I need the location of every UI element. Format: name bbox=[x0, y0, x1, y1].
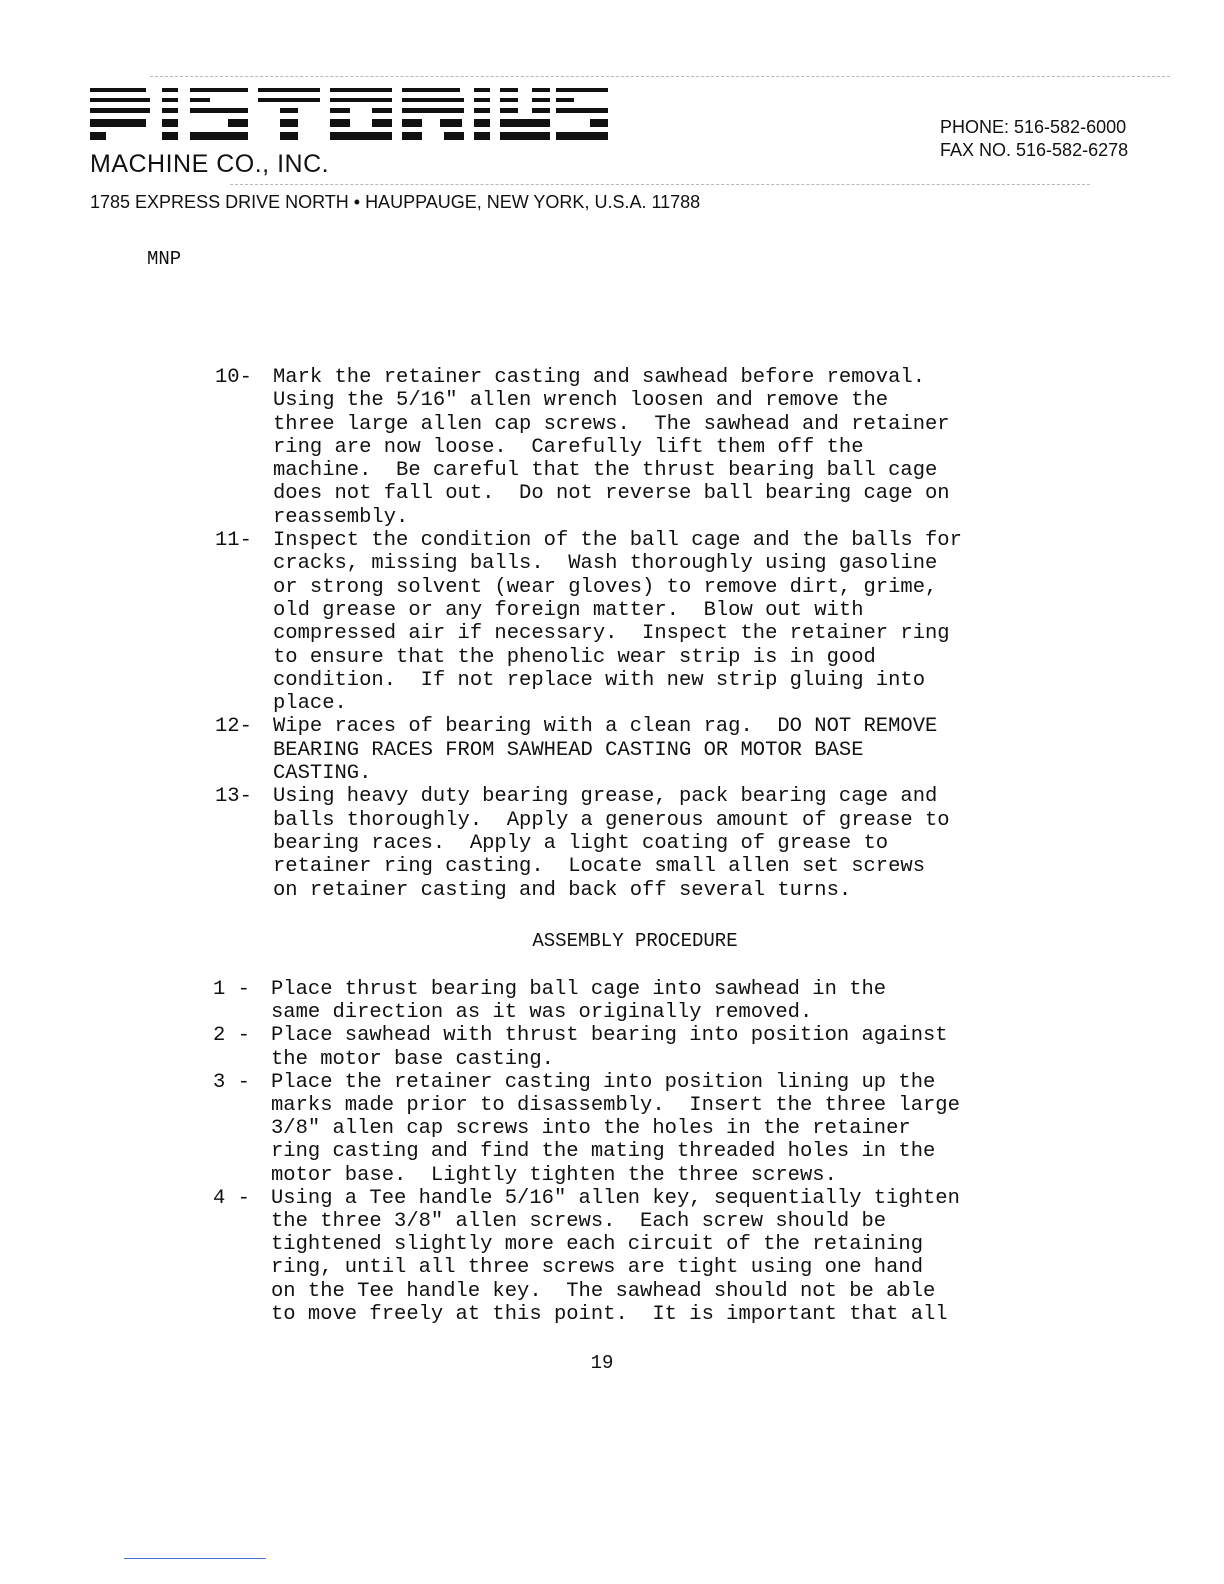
step-line: BEARING RACES FROM SAWHEAD CASTING OR MOTOR BASE bbox=[273, 738, 864, 762]
phone-number: PHONE: 516-582-6000 bbox=[940, 117, 1127, 137]
step-line: place. bbox=[273, 692, 347, 716]
step-text bbox=[273, 529, 1095, 715]
step-line: ring casting and find the mating threaded holes in the bbox=[271, 1140, 936, 1164]
step-line: the motor base casting. bbox=[271, 1047, 554, 1071]
step-line: same direction as it was originally removed. bbox=[271, 1001, 813, 1025]
step-text bbox=[271, 1187, 1093, 1326]
scan-artifact-top bbox=[150, 76, 1170, 77]
step-text bbox=[273, 366, 1095, 529]
step-item bbox=[213, 978, 1093, 1024]
step-line: on retainer casting and back off several turns. bbox=[273, 878, 852, 902]
pistorius-logo-graphic bbox=[90, 88, 608, 140]
step-line: Using a Tee handle 5/16" allen key, sequentially tighten bbox=[271, 1186, 960, 1210]
assembly-steps bbox=[213, 978, 1093, 1326]
step-item bbox=[213, 1071, 1093, 1187]
step-text bbox=[273, 715, 1095, 785]
step-line: cracks, missing balls. Wash thoroughly using gasoline bbox=[273, 552, 938, 576]
step-text bbox=[271, 1071, 1093, 1187]
page-number: 19 bbox=[590, 1352, 614, 1374]
contact-block bbox=[940, 116, 1128, 162]
step-line: or strong solvent (wear gloves) to remove dirt, grime, bbox=[273, 575, 938, 599]
step-line: three large allen cap screws. The sawhead and retainer bbox=[273, 412, 950, 436]
step-line: Place thrust bearing ball cage into sawhead in the bbox=[271, 978, 887, 1001]
step-line: old grease or any foreign matter. Blow out with bbox=[273, 598, 864, 622]
step-item bbox=[213, 1024, 1093, 1070]
step-number: 13- bbox=[215, 785, 252, 809]
step-line: CASTING. bbox=[273, 762, 372, 786]
step-number: 12- bbox=[215, 715, 252, 739]
step-line: ring, until all three screws are tight using one hand bbox=[271, 1256, 924, 1280]
step-line: Place sawhead with thrust bearing into position against bbox=[271, 1024, 948, 1048]
step-line: retainer ring casting. Locate small allen set screws bbox=[273, 855, 926, 879]
step-line: balls thoroughly. Apply a generous amount of grease to bbox=[273, 808, 950, 832]
company-address: 1785 EXPRESS DRIVE NORTH • HAUPPAUGE, NEW YORK, U.S.A. 11788 bbox=[90, 192, 701, 212]
fax-number: FAX NO. 516-582-6278 bbox=[940, 140, 1129, 160]
step-line: Wipe races of bearing with a clean rag. DO NOT REMOVE bbox=[273, 715, 938, 739]
step-item bbox=[215, 715, 1095, 785]
step-number: 11- bbox=[215, 529, 252, 553]
step-line: condition. If not replace with new strip gluing into bbox=[273, 668, 926, 692]
step-item bbox=[215, 529, 1095, 715]
document-initials: MNP bbox=[147, 248, 182, 270]
step-line: Place the retainer casting into position lining up the bbox=[271, 1070, 936, 1094]
step-line: ring are now loose. Carefully lift them off the bbox=[273, 435, 864, 459]
company-name: MACHINE CO., INC. bbox=[90, 150, 330, 178]
step-number: 2 - bbox=[213, 1024, 250, 1048]
step-text bbox=[271, 978, 1093, 1024]
section-heading: ASSEMBLY PROCEDURE bbox=[532, 930, 738, 952]
step-line: does not fall out. Do not reverse ball bearing cage on bbox=[273, 482, 950, 506]
step-line: marks made prior to disassembly. Insert the three large bbox=[271, 1094, 960, 1118]
footer-rule bbox=[124, 1558, 266, 1559]
step-line: 3/8" allen cap screws into the holes in the retainer bbox=[271, 1117, 911, 1141]
step-line: compressed air if necessary. Inspect the retainer ring bbox=[273, 622, 950, 646]
maintenance-steps bbox=[215, 366, 1095, 902]
step-line: Using heavy duty bearing grease, pack bearing cage and bbox=[273, 785, 938, 809]
step-line: on the Tee handle key. The sawhead should not be able bbox=[271, 1279, 936, 1303]
step-item bbox=[215, 785, 1095, 901]
step-line: Mark the retainer casting and sawhead before removal. bbox=[273, 366, 926, 389]
step-line: machine. Be careful that the thrust bearing ball cage bbox=[273, 459, 938, 483]
step-line: the three 3/8" allen screws. Each screw should be bbox=[271, 1210, 887, 1234]
scan-artifact-mid bbox=[230, 184, 1090, 185]
step-number: 4 - bbox=[213, 1186, 250, 1210]
step-line: Using the 5/16" allen wrench loosen and remove the bbox=[273, 389, 889, 413]
step-line: to ensure that the phenolic wear strip is in good bbox=[273, 645, 876, 669]
step-number: 10- bbox=[215, 366, 252, 389]
step-line: bearing races. Apply a light coating of grease to bbox=[273, 831, 889, 855]
step-text bbox=[273, 785, 1095, 901]
step-line: tightened slightly more each circuit of the retaining bbox=[271, 1233, 924, 1257]
step-text bbox=[271, 1024, 1093, 1070]
step-item bbox=[215, 366, 1095, 529]
step-line: motor base. Lightly tighten the three screws. bbox=[271, 1163, 837, 1187]
step-line: to move freely at this point. It is important that all bbox=[271, 1302, 948, 1326]
company-logo bbox=[90, 88, 608, 140]
step-item bbox=[213, 1187, 1093, 1326]
step-line: reassembly. bbox=[273, 505, 409, 529]
step-number: 1 - bbox=[213, 978, 250, 1001]
step-line: Inspect the condition of the ball cage and the balls for bbox=[273, 529, 962, 553]
step-number: 3 - bbox=[213, 1070, 250, 1094]
